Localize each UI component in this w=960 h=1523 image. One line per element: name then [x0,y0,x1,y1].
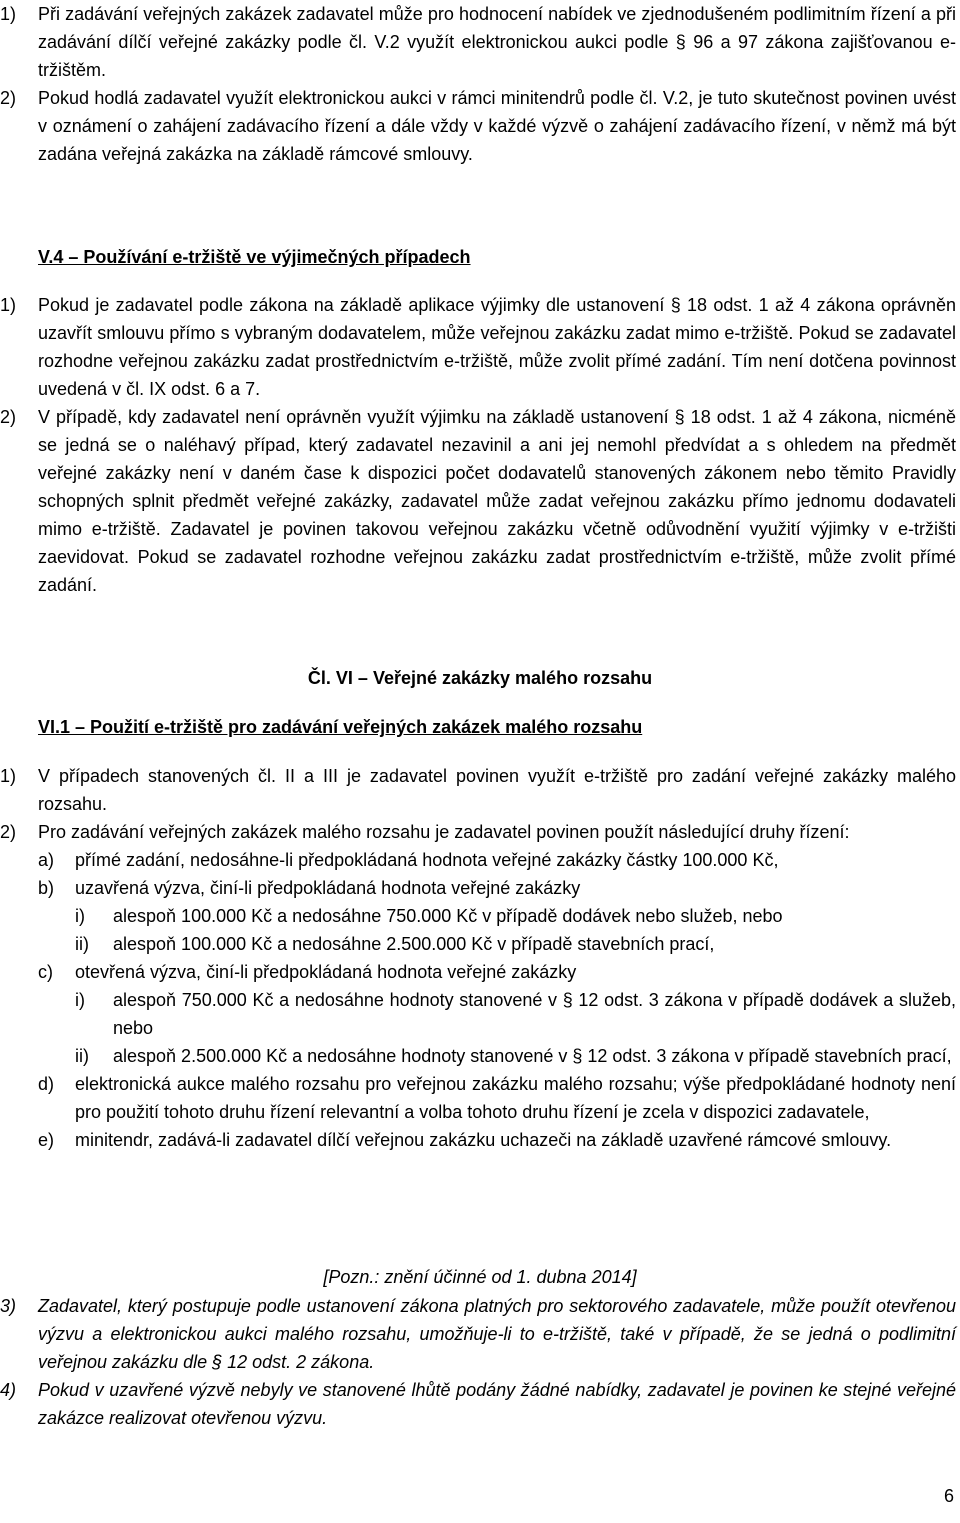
item-letter: b) [38,878,55,898]
item-text: Pokud hodlá zadavatel využít elektronickou aukci v rámci minitendrů podle čl. V.2, je tuto skutečnost povinen uvést v oznámení o zahájení zadávacího řízení a dále vždy v každé výzvě o zahájení zadávacího řízení, v němž má být zadána veřejná zakázka na základě rámcové smlouvy. [38,88,956,164]
item-text: přímé zadání, nedosáhne-li předpokládaná hodnota veřejné zakázky částky 100.000 Kč, [75,850,779,870]
list-item [0,1292,956,1376]
item-text: alespoň 750.000 Kč a nedosáhne hodnoty stanovené v § 12 odst. 3 zákona v případě dodávek a služeb, nebo [113,990,956,1038]
amendment-note: [Pozn.: znění účinné od 1. dubna 2014] [323,1267,637,1287]
item-roman: i) [75,990,85,1010]
sublist-item [0,958,956,986]
list-item [0,818,956,846]
item-text: alespoň 2.500.000 Kč a nedosáhne hodnoty stanovené v § 12 odst. 3 zákona v případě stavebních prací, [113,1046,952,1066]
roman-item [0,902,956,930]
sublist-item [0,1126,956,1154]
sublist-item [0,846,956,874]
list-item [0,0,956,84]
sublist-item [0,1070,956,1126]
item-text: uzavřená výzva, činí-li předpokládaná hodnota veřejné zakázky [75,878,581,898]
list-item [0,403,956,599]
section-vi1-list-continued [0,1292,956,1432]
item-number: 1) [0,4,17,24]
section-v3-list [0,0,956,168]
item-text: V případech stanovených čl. II a III je zadavatel povinen využít e-tržiště pro zadání veřejné zakázky malého rozsahu. [38,766,956,814]
item-number: 3) [0,1296,17,1316]
item-text: alespoň 100.000 Kč a nedosáhne 2.500.000 Kč v případě stavebních prací, [113,934,715,954]
item-text: elektronická aukce malého rozsahu pro veřejnou zakázku malého rozsahu; výše předpokládané hodnoty není pro použití tohoto druhu řízení relevantní a volba tohoto druhu řízení je zcela v dispozici zadavatele, [75,1074,956,1122]
section-heading-v4: V.4 – Používání e-tržiště ve výjimečných případech [38,247,471,267]
item-roman: ii) [75,934,89,954]
item-text: V případě, kdy zadavatel není oprávněn využít výjimku na základě ustanovení § 18 odst. 1 až 4 zákona, nicméně se jedná se o naléhavý případ, který zadavatel nezavinil a ani jej nemohl předvídat a s ohledem na předmět veřejné zakázky není v daném čase k dispozici počet dodavatelů stanovených zákonem nebo těmito Pravidly schopných splnit předmět veřejné zakázky, zadavatel může zadat veřejnou zakázku přímo jednomu dodavateli mimo e-tržiště. Zadavatel je povinen takovou veřejnou zakázku včetně odůvodnění využití výjimky v e-tržišti zaevidovat. Pokud se zadavatel rozhodne veřejnou zakázku zadat prostřednictvím e-tržiště, může zvolit přímé zadání. [38,407,956,595]
item-text: minitendr, zadává-li zadavatel dílčí veřejnou zakázku uchazeči na základě uzavřené rámcové smlouvy. [75,1130,892,1150]
item-text: Pokud je zadavatel podle zákona na základě aplikace výjimky dle ustanovení § 18 odst. 1 až 4 zákona oprávněn uzavřít smlouvu přímo s vybraným dodavatelem, může veřejnou zakázku zadat mimo e-tržiště. Pokud se zadavatel rozhodne veřejnou zakázku zadat prostřednictvím e-tržiště, může zvolit přímé zadání. Tím není dotčena povinnost uvedená v čl. IX odst. 6 a 7. [38,295,956,399]
item-number: 2) [0,822,17,842]
item-text: alespoň 100.000 Kč a nedosáhne 750.000 Kč v případě dodávek nebo služeb, nebo [113,906,783,926]
page-number: 6 [943,1486,954,1506]
section-v4-list [0,291,956,599]
item-text: Při zadávání veřejných zakázek zadavatel může pro hodnocení nabídek ve zjednodušeném podlimitním řízení a při zadávání dílčí veřejné zakázky podle čl. V.2 využít elektronickou aukci podle § 96 a 97 zákona zajišťovanou e-tržištěm. [38,4,956,80]
item-text: Pokud v uzavřené výzvě nebyly ve stanovené lhůtě podány žádné nabídky, zadavatel je povinen ke stejné veřejné zakázce realizovat otevřenou výzvu. [38,1380,956,1428]
roman-item [0,1042,956,1070]
section-heading-vi1: VI.1 – Použití e-tržiště pro zadávání veřejných zakázek malého rozsahu [38,717,643,737]
item-number: 4) [0,1380,17,1400]
item-letter: a) [38,850,55,870]
item-letter: d) [38,1074,55,1094]
list-item [0,1376,956,1432]
item-letter: e) [38,1130,55,1150]
item-text: Pro zadávání veřejných zakázek malého rozsahu je zadavatel povinen použít následující druhy řízení: [38,822,850,842]
item-roman: ii) [75,1046,89,1066]
item-number: 2) [0,407,17,427]
roman-item [0,986,956,1042]
item-text: Zadavatel, který postupuje podle ustanovení zákona platných pro sektorového zadavatele, může použít otevřenou výzvu a elektronickou aukci malého rozsahu, umožňuje-li to e-tržiště, také v případě, že se jedná o podlimitní veřejnou zakázku dle § 12 odst. 2 zákona. [38,1296,956,1372]
item-number: 1) [0,766,17,786]
list-item [0,762,956,818]
item-roman: i) [75,906,85,926]
list-item [0,84,956,168]
item-number: 1) [0,295,17,315]
item-number: 2) [0,88,17,108]
item-text: otevřená výzva, činí-li předpokládaná hodnota veřejné zakázky [75,962,577,982]
list-item [0,291,956,403]
section-vi1-list [0,762,956,1154]
roman-item [0,930,956,958]
chapter-heading-vi: Čl. VI – Veřejné zakázky malého rozsahu [307,668,653,688]
item-letter: c) [38,962,53,982]
sublist-item [0,874,956,902]
